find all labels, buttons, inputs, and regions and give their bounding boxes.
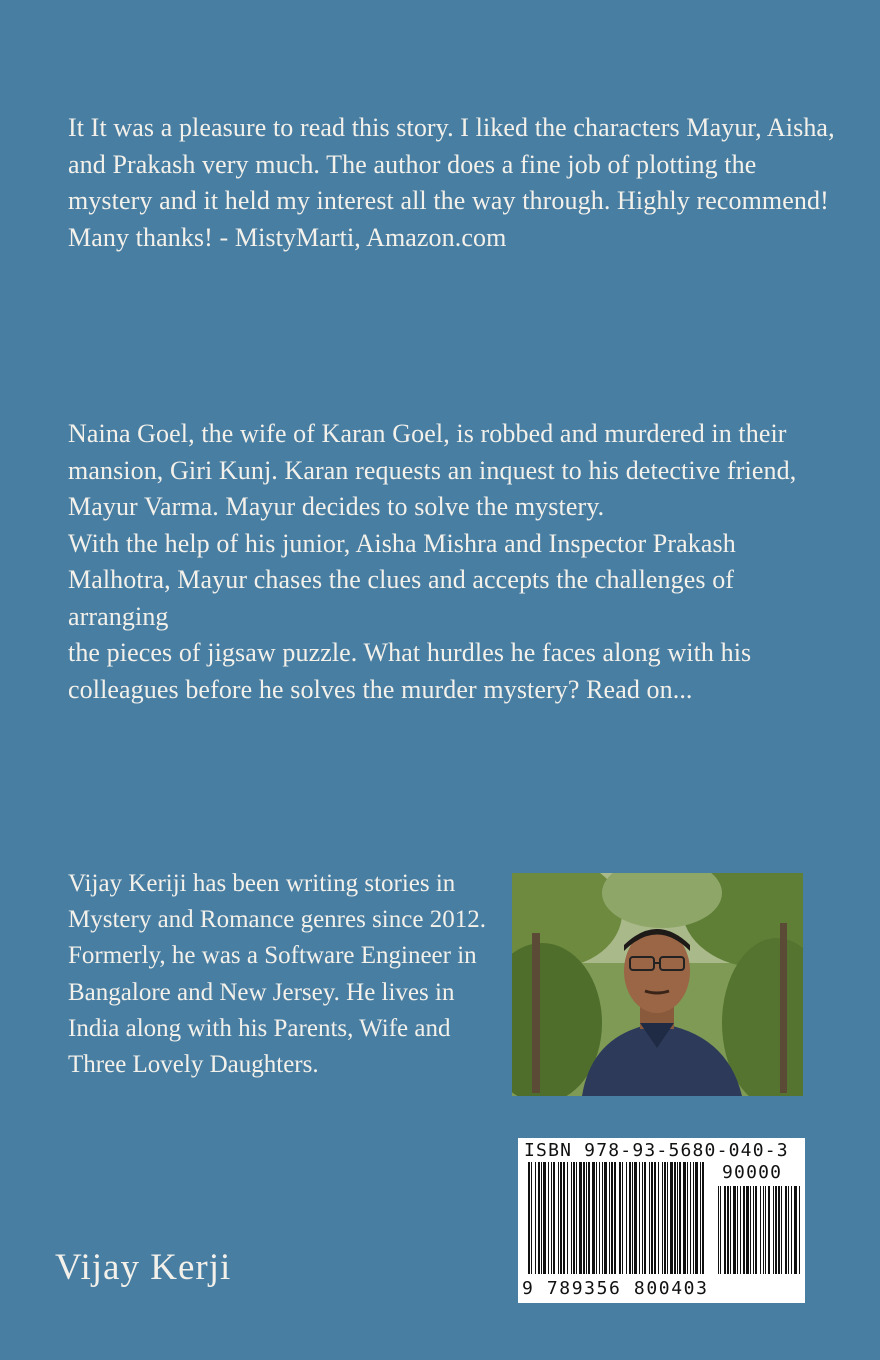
blurb-line: Naina Goel, the wife of Karan Goel, is robbed and murdered in their: [68, 419, 787, 448]
barcode-bar: [563, 1162, 565, 1274]
review-quote: [68, 110, 838, 256]
barcode-bar: [541, 1162, 542, 1274]
addon-bar: [781, 1186, 782, 1274]
barcode-bar: [614, 1162, 616, 1274]
addon-bar: [775, 1186, 777, 1274]
barcode-bar: [683, 1162, 686, 1274]
blurb-line: With the help of his junior, Aisha Mishra and Inspector Prakash: [68, 528, 736, 558]
barcode-bar: [558, 1162, 559, 1274]
addon-bar: [746, 1186, 749, 1274]
addon-bar: [755, 1186, 757, 1274]
barcode-bar: [579, 1162, 582, 1274]
barcode-bar: [642, 1162, 643, 1274]
bio-line: Three Lovely Daughters.: [68, 1051, 319, 1079]
barcode-bar: [553, 1162, 555, 1274]
barcode-bar: [695, 1162, 698, 1274]
barcode-bar: [586, 1162, 587, 1274]
bio-line: India along with his Parents, Wife and: [68, 1014, 451, 1042]
barcode-bar: [599, 1162, 600, 1274]
addon-bar: [743, 1186, 745, 1274]
addon-bar: [765, 1186, 766, 1274]
barcode-bar: [679, 1162, 681, 1274]
addon-bar: [750, 1186, 751, 1274]
barcode-bar: [535, 1162, 536, 1274]
barcode-bar: [604, 1162, 607, 1274]
review-line: It It was a pleasure to read this story. I liked the characters Mayur, Aisha,: [68, 113, 835, 142]
barcode-bar: [531, 1162, 532, 1274]
barcode-bar: [639, 1162, 640, 1274]
barcode-bar: [662, 1162, 663, 1274]
barcode-bar: [634, 1162, 637, 1274]
ean-digits: 9 789356 800403: [522, 1278, 709, 1299]
addon-bar: [794, 1186, 797, 1274]
author-photo: [512, 873, 803, 1096]
review-line: and Prakash very much. The author does a fine job of plotting the: [68, 149, 757, 179]
barcode-bar: [592, 1162, 595, 1274]
barcode-bar: [687, 1162, 688, 1274]
addon-bar: [760, 1186, 761, 1274]
barcode-bar: [626, 1162, 627, 1274]
barcode-bar: [609, 1162, 610, 1274]
review-line: Many thanks! - MistyMarti, Amazon.com: [68, 222, 507, 252]
addon-bar: [724, 1186, 726, 1274]
review-line: mystery and it held my interest all the way through. Highly recommend!: [68, 186, 829, 215]
barcode-bar: [551, 1162, 552, 1274]
bio-line: Formerly, he was a Software Engineer in: [68, 942, 477, 970]
barcode-bar: [548, 1162, 549, 1274]
barcode-bar: [596, 1162, 597, 1274]
addon-bar: [730, 1186, 731, 1274]
barcode-bar: [528, 1162, 530, 1274]
barcode-bar: [654, 1162, 656, 1274]
addon-bar: [740, 1186, 741, 1274]
barcode-bar: [538, 1162, 540, 1274]
addon-bar: [733, 1186, 736, 1274]
addon-bar: [799, 1186, 800, 1274]
isbn-barcode: [518, 1138, 805, 1303]
addon-bar: [753, 1186, 754, 1274]
blurb-line: colleagues before he solves the murder mystery? Read on...: [68, 674, 693, 704]
author-bio: [68, 866, 508, 1083]
barcode-bar: [622, 1162, 623, 1274]
addon-bar: [778, 1186, 780, 1274]
addon-bar: [737, 1186, 738, 1274]
bio-line: Bangalore and New Jersey. He lives in: [68, 978, 455, 1006]
barcode-bar: [629, 1162, 631, 1274]
blurb-line: the pieces of jigsaw puzzle. What hurdles he faces along with his: [68, 638, 752, 667]
addon-bar: [791, 1186, 792, 1274]
barcode-bar: [664, 1162, 666, 1274]
barcode-bar: [693, 1162, 694, 1274]
barcode-bar: [644, 1162, 646, 1274]
author-signature: Vijay Kerji: [55, 1247, 232, 1288]
isbn-label: ISBN 978-93-5680-040-3: [524, 1140, 789, 1161]
barcode-bar: [632, 1162, 633, 1274]
barcode-bar: [700, 1162, 701, 1274]
author-photo-image: [512, 873, 803, 1096]
barcode-bar: [667, 1162, 668, 1274]
barcode-bar: [573, 1162, 575, 1274]
barcode-bar: [560, 1162, 562, 1274]
price-code: 90000: [722, 1162, 783, 1183]
blurb-line: Mayur Varma. Mayur decides to solve the mystery.: [68, 492, 605, 521]
barcode-bar: [571, 1162, 572, 1274]
addon-bar: [720, 1186, 721, 1274]
barcode-bar: [702, 1162, 704, 1274]
barcode-bar: [670, 1162, 673, 1274]
addon-bar: [768, 1186, 770, 1274]
addon-bar: [788, 1186, 789, 1274]
barcode-bar: [543, 1162, 546, 1274]
barcode-bar: [611, 1162, 613, 1274]
barcode-bar: [576, 1162, 577, 1274]
barcode-bar: [649, 1162, 650, 1274]
barcode-bar: [588, 1162, 590, 1274]
barcode-bar: [619, 1162, 621, 1274]
barcode-bar: [690, 1162, 691, 1274]
addon-bar: [773, 1186, 774, 1274]
addon-bar: [763, 1186, 764, 1274]
addon-bar: [785, 1186, 787, 1274]
barcode-bar: [674, 1162, 676, 1274]
barcode-bar: [602, 1162, 603, 1274]
barcode-bar: [567, 1162, 568, 1274]
addon-bar: [727, 1186, 729, 1274]
barcode-bar: [658, 1162, 659, 1274]
barcode-bar: [583, 1162, 585, 1274]
bio-line: Vijay Keriji has been writing stories in: [68, 870, 456, 897]
addon-bar: [718, 1186, 719, 1274]
blurb-line: Malhotra, Mayur chases the clues and accepts the challenges of arranging: [68, 565, 735, 631]
bio-line: Mystery and Romance genres since 2012.: [68, 906, 486, 934]
blurb-line: mansion, Giri Kunj. Karan requests an inquest to his detective friend,: [68, 455, 797, 485]
barcode-bar: [651, 1162, 653, 1274]
book-blurb: [68, 416, 838, 708]
barcode-bar: [677, 1162, 678, 1274]
